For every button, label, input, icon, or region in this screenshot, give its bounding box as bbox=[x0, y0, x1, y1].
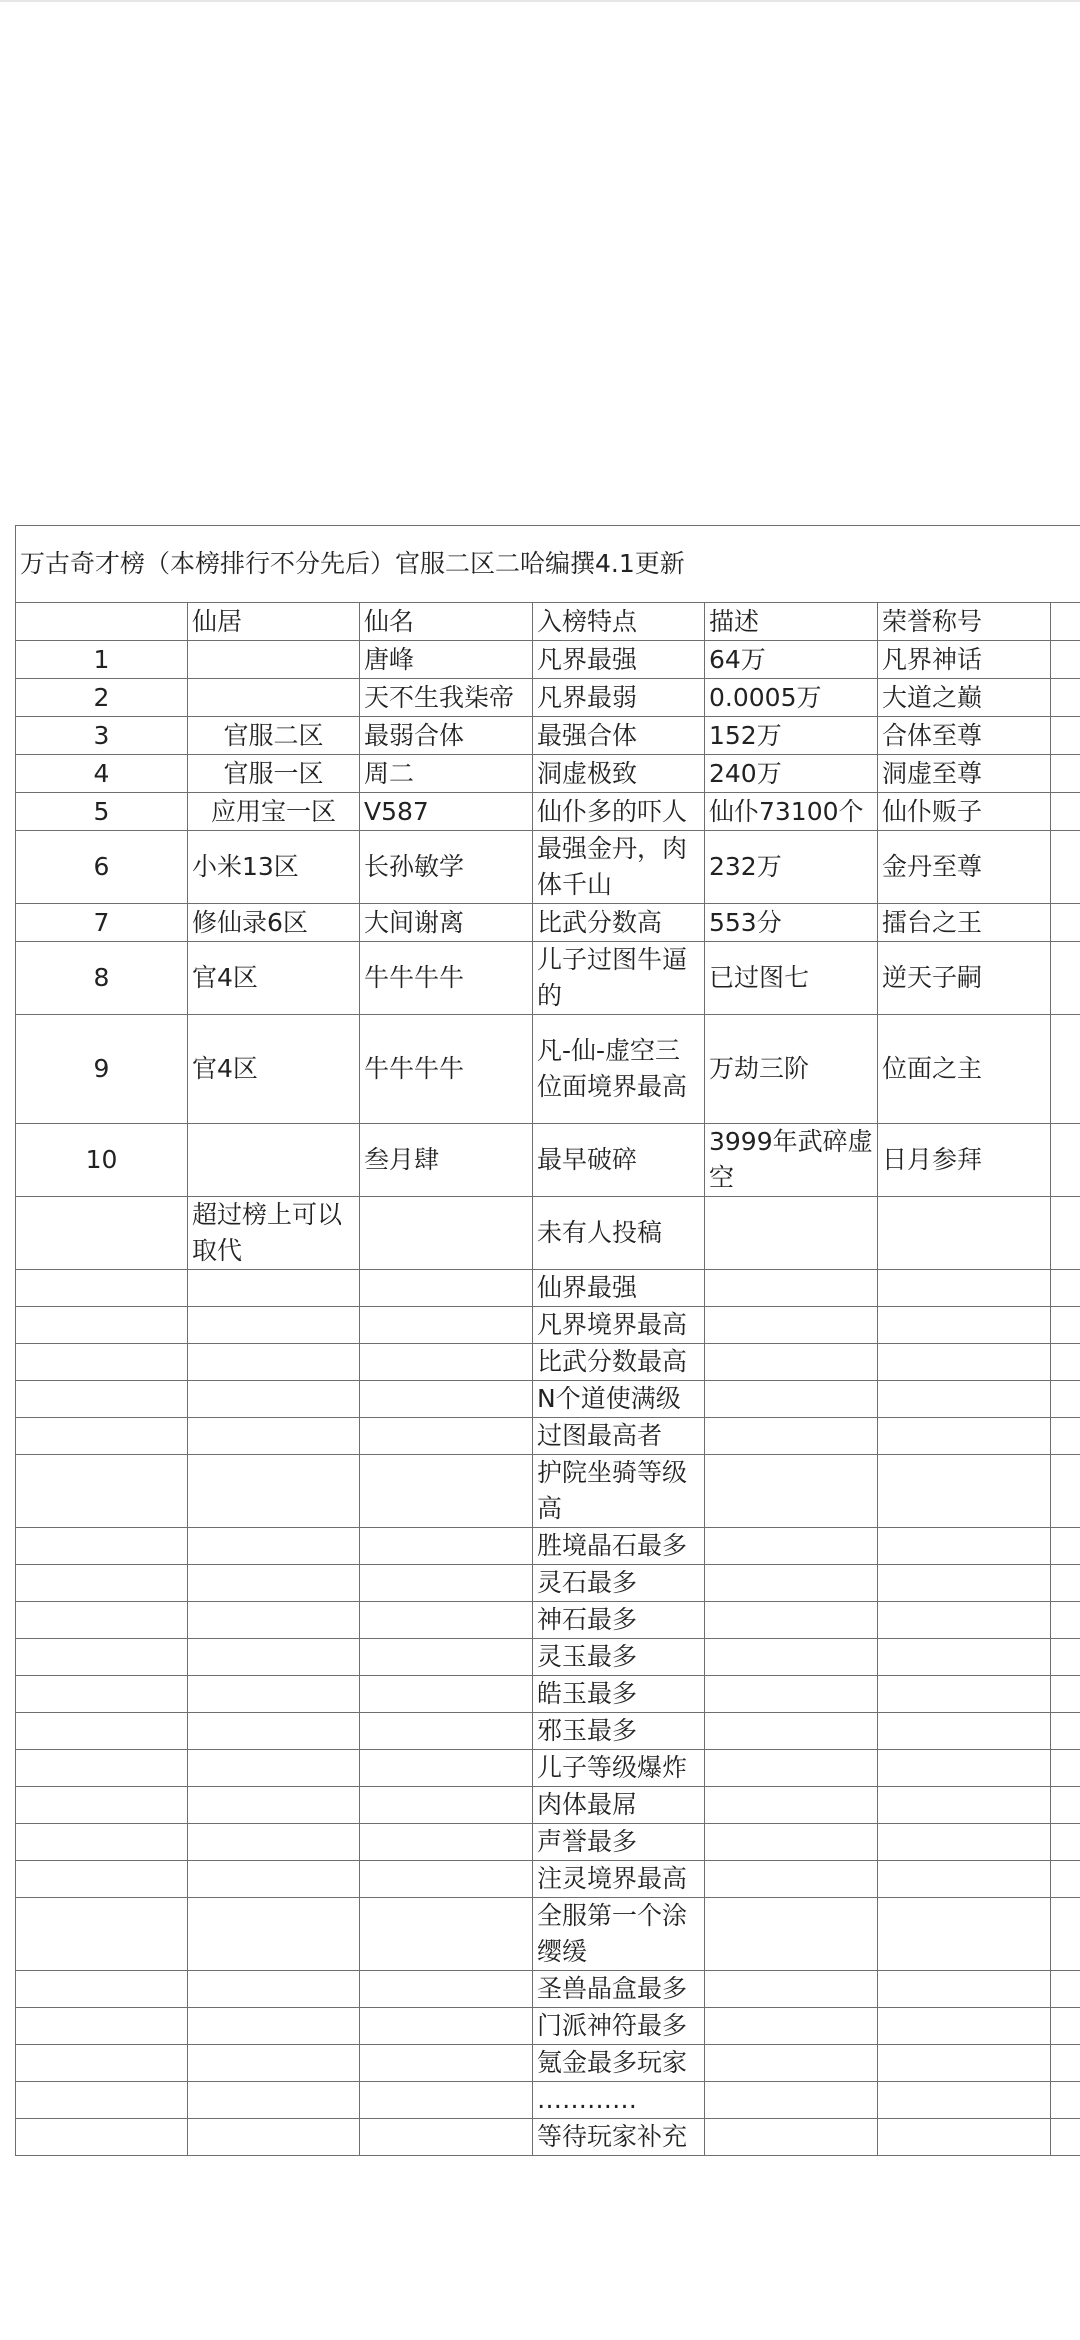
feature-cell: 等待玩家补充 bbox=[533, 2119, 705, 2156]
server-cell: 官服二区 bbox=[188, 717, 360, 755]
feature-cell: 凡界最强 bbox=[533, 641, 705, 679]
feature-cell: 儿子等级爆炸 bbox=[533, 1750, 705, 1787]
honor-cell bbox=[878, 1713, 1051, 1750]
name-cell bbox=[360, 1639, 533, 1676]
rank-cell bbox=[16, 1713, 188, 1750]
desc-cell bbox=[705, 1307, 878, 1344]
feature-cell: 比武分数最高 bbox=[533, 1344, 705, 1381]
name-cell: 最弱合体 bbox=[360, 717, 533, 755]
rank-cell bbox=[16, 1455, 188, 1528]
feature-cell: 洞虚极致 bbox=[533, 755, 705, 793]
name-cell bbox=[360, 1418, 533, 1455]
candidate-row bbox=[16, 1602, 1080, 1639]
extra-cell bbox=[1051, 2082, 1080, 2119]
server-cell bbox=[188, 1750, 360, 1787]
rank-cell bbox=[16, 1344, 188, 1381]
header-name: 仙名 bbox=[360, 603, 533, 641]
server-cell bbox=[188, 1861, 360, 1898]
candidate-row bbox=[16, 1381, 1080, 1418]
desc-cell bbox=[705, 1602, 878, 1639]
desc-cell bbox=[705, 1528, 878, 1565]
honor-cell bbox=[878, 1455, 1051, 1528]
honor-cell bbox=[878, 1971, 1051, 2008]
feature-cell: 圣兽晶盒最多 bbox=[533, 1971, 705, 2008]
name-cell bbox=[360, 1750, 533, 1787]
feature-cell: 过图最高者 bbox=[533, 1418, 705, 1455]
extra-cell bbox=[1051, 679, 1080, 717]
desc-cell: 3999年武碎虚空 bbox=[705, 1124, 878, 1197]
honor-cell: 洞虚至尊 bbox=[878, 755, 1051, 793]
server-cell bbox=[188, 1344, 360, 1381]
name-cell: 长孙敏学 bbox=[360, 831, 533, 904]
name-cell: 叁月肆 bbox=[360, 1124, 533, 1197]
extra-cell bbox=[1051, 1824, 1080, 1861]
candidate-row bbox=[16, 1455, 1080, 1528]
feature-cell: 未有人投稿 bbox=[533, 1197, 705, 1270]
candidate-row bbox=[16, 1824, 1080, 1861]
name-cell bbox=[360, 1787, 533, 1824]
name-cell: 天不生我柒帝 bbox=[360, 679, 533, 717]
desc-cell bbox=[705, 1418, 878, 1455]
candidate-row bbox=[16, 1750, 1080, 1787]
server-cell bbox=[188, 1898, 360, 1971]
rank-cell bbox=[16, 1898, 188, 1971]
desc-cell: 232万 bbox=[705, 831, 878, 904]
desc-cell: 240万 bbox=[705, 755, 878, 793]
extra-cell bbox=[1051, 1861, 1080, 1898]
honor-cell bbox=[878, 1602, 1051, 1639]
server-cell bbox=[188, 641, 360, 679]
desc-cell bbox=[705, 1971, 878, 2008]
name-cell bbox=[360, 1565, 533, 1602]
feature-cell: 凡界境界最高 bbox=[533, 1307, 705, 1344]
server-cell: 官服一区 bbox=[188, 755, 360, 793]
feature-cell: 全服第一个涂缨缓 bbox=[533, 1898, 705, 1971]
desc-cell bbox=[705, 1750, 878, 1787]
honor-cell bbox=[878, 2119, 1051, 2156]
extra-cell bbox=[1051, 1307, 1080, 1344]
name-cell bbox=[360, 1381, 533, 1418]
honor-cell: 日月参拜 bbox=[878, 1124, 1051, 1197]
rank-cell: 1 bbox=[16, 641, 188, 679]
candidate-row bbox=[16, 2119, 1080, 2156]
server-cell: 应用宝一区 bbox=[188, 793, 360, 831]
name-cell bbox=[360, 1676, 533, 1713]
rank-cell bbox=[16, 2082, 188, 2119]
server-cell bbox=[188, 2008, 360, 2045]
honor-cell: 合体至尊 bbox=[878, 717, 1051, 755]
name-cell bbox=[360, 1898, 533, 1971]
name-cell: 牛牛牛牛 bbox=[360, 1015, 533, 1124]
desc-cell bbox=[705, 1344, 878, 1381]
rank-cell bbox=[16, 1197, 188, 1270]
extra-cell bbox=[1051, 1455, 1080, 1528]
rank-cell: 2 bbox=[16, 679, 188, 717]
rank-cell bbox=[16, 1676, 188, 1713]
candidate-row bbox=[16, 1528, 1080, 1565]
desc-cell bbox=[705, 1270, 878, 1307]
honor-cell bbox=[878, 1528, 1051, 1565]
server-cell bbox=[188, 1528, 360, 1565]
name-cell bbox=[360, 2045, 533, 2082]
honor-cell: 逆天子嗣 bbox=[878, 942, 1051, 1015]
feature-cell: ………… bbox=[533, 2082, 705, 2119]
candidate-row bbox=[16, 1344, 1080, 1381]
candidate-row bbox=[16, 1639, 1080, 1676]
desc-cell: 已过图七 bbox=[705, 942, 878, 1015]
table-title: 万古奇才榜（本榜排行不分先后）官服二区二哈编撰4.1更新 bbox=[16, 526, 1080, 603]
extra-cell bbox=[1051, 2045, 1080, 2082]
feature-cell: 最强合体 bbox=[533, 717, 705, 755]
rank-cell bbox=[16, 1639, 188, 1676]
rank-cell bbox=[16, 1787, 188, 1824]
header-honor: 荣誉称号 bbox=[878, 603, 1051, 641]
name-cell bbox=[360, 1270, 533, 1307]
honor-cell bbox=[878, 1307, 1051, 1344]
feature-cell: 比武分数高 bbox=[533, 904, 705, 942]
feature-cell: 邪玉最多 bbox=[533, 1713, 705, 1750]
server-cell bbox=[188, 1455, 360, 1528]
rank-cell bbox=[16, 1861, 188, 1898]
desc-cell bbox=[705, 1197, 878, 1270]
desc-cell bbox=[705, 2045, 878, 2082]
desc-cell: 152万 bbox=[705, 717, 878, 755]
table-row bbox=[16, 641, 1080, 679]
rank-cell bbox=[16, 1418, 188, 1455]
rank-cell bbox=[16, 1270, 188, 1307]
header-row bbox=[16, 603, 1080, 641]
candidate-row bbox=[16, 1565, 1080, 1602]
extra-cell bbox=[1051, 1015, 1080, 1124]
server-cell bbox=[188, 2082, 360, 2119]
honor-cell bbox=[878, 1639, 1051, 1676]
rank-cell: 7 bbox=[16, 904, 188, 942]
name-cell bbox=[360, 1344, 533, 1381]
note-row bbox=[16, 1197, 1080, 1270]
table-row bbox=[16, 679, 1080, 717]
name-cell bbox=[360, 1455, 533, 1528]
server-cell bbox=[188, 679, 360, 717]
honor-cell: 金丹至尊 bbox=[878, 831, 1051, 904]
candidate-row bbox=[16, 2082, 1080, 2119]
server-cell bbox=[188, 1124, 360, 1197]
rank-cell bbox=[16, 2008, 188, 2045]
desc-cell bbox=[705, 2082, 878, 2119]
feature-cell: 声誉最多 bbox=[533, 1824, 705, 1861]
honor-cell bbox=[878, 1898, 1051, 1971]
feature-cell: N个道使满级 bbox=[533, 1381, 705, 1418]
extra-cell bbox=[1051, 831, 1080, 904]
desc-cell bbox=[705, 1455, 878, 1528]
extra-cell bbox=[1051, 942, 1080, 1015]
name-cell bbox=[360, 1824, 533, 1861]
server-cell: 超过榜上可以取代 bbox=[188, 1197, 360, 1270]
extra-cell bbox=[1051, 904, 1080, 942]
desc-cell bbox=[705, 1861, 878, 1898]
extra-cell bbox=[1051, 2008, 1080, 2045]
table-row bbox=[16, 793, 1080, 831]
rank-cell bbox=[16, 1565, 188, 1602]
candidate-row bbox=[16, 1676, 1080, 1713]
extra-cell bbox=[1051, 1381, 1080, 1418]
title-row bbox=[16, 526, 1080, 603]
desc-cell: 553分 bbox=[705, 904, 878, 942]
extra-cell bbox=[1051, 1750, 1080, 1787]
table-row bbox=[16, 755, 1080, 793]
honor-cell: 仙仆贩子 bbox=[878, 793, 1051, 831]
server-cell bbox=[188, 1418, 360, 1455]
header-server: 仙居 bbox=[188, 603, 360, 641]
server-cell bbox=[188, 1270, 360, 1307]
candidate-row bbox=[16, 1861, 1080, 1898]
header-rank bbox=[16, 603, 188, 641]
header-extra bbox=[1051, 603, 1080, 641]
server-cell bbox=[188, 1971, 360, 2008]
name-cell bbox=[360, 1307, 533, 1344]
extra-cell bbox=[1051, 641, 1080, 679]
name-cell bbox=[360, 2119, 533, 2156]
honor-cell bbox=[878, 1676, 1051, 1713]
desc-cell bbox=[705, 1676, 878, 1713]
feature-cell: 儿子过图牛逼的 bbox=[533, 942, 705, 1015]
honor-cell bbox=[878, 1824, 1051, 1861]
name-cell bbox=[360, 1971, 533, 2008]
feature-cell: 仙界最强 bbox=[533, 1270, 705, 1307]
server-cell bbox=[188, 1602, 360, 1639]
server-cell: 官4区 bbox=[188, 1015, 360, 1124]
extra-cell bbox=[1051, 1528, 1080, 1565]
rank-cell bbox=[16, 1602, 188, 1639]
feature-cell: 凡-仙-虚空三位面境界最高 bbox=[533, 1015, 705, 1124]
rank-cell: 5 bbox=[16, 793, 188, 831]
table-row bbox=[16, 1124, 1080, 1197]
desc-cell: 0.0005万 bbox=[705, 679, 878, 717]
desc-cell bbox=[705, 1824, 878, 1861]
table-row bbox=[16, 904, 1080, 942]
feature-cell: 注灵境界最高 bbox=[533, 1861, 705, 1898]
extra-cell bbox=[1051, 1124, 1080, 1197]
honor-cell: 凡界神话 bbox=[878, 641, 1051, 679]
header-feature: 入榜特点 bbox=[533, 603, 705, 641]
feature-cell: 最早破碎 bbox=[533, 1124, 705, 1197]
name-cell bbox=[360, 1861, 533, 1898]
honor-cell bbox=[878, 1787, 1051, 1824]
candidate-row bbox=[16, 1713, 1080, 1750]
rank-cell: 6 bbox=[16, 831, 188, 904]
server-cell bbox=[188, 1676, 360, 1713]
server-cell bbox=[188, 1824, 360, 1861]
top-edge bbox=[0, 0, 1080, 2]
honor-cell: 大道之巅 bbox=[878, 679, 1051, 717]
rank-cell bbox=[16, 1750, 188, 1787]
feature-cell: 肉体最屌 bbox=[533, 1787, 705, 1824]
honor-cell: 位面之主 bbox=[878, 1015, 1051, 1124]
honor-cell bbox=[878, 2082, 1051, 2119]
feature-cell: 灵玉最多 bbox=[533, 1639, 705, 1676]
extra-cell bbox=[1051, 755, 1080, 793]
extra-cell bbox=[1051, 1197, 1080, 1270]
honor-cell bbox=[878, 2008, 1051, 2045]
rank-cell bbox=[16, 1381, 188, 1418]
desc-cell bbox=[705, 1639, 878, 1676]
honor-cell bbox=[878, 1197, 1051, 1270]
candidate-row bbox=[16, 1418, 1080, 1455]
rank-cell: 9 bbox=[16, 1015, 188, 1124]
extra-cell bbox=[1051, 1787, 1080, 1824]
candidate-row bbox=[16, 1307, 1080, 1344]
server-cell bbox=[188, 1713, 360, 1750]
name-cell: 大间谢离 bbox=[360, 904, 533, 942]
name-cell bbox=[360, 1713, 533, 1750]
table-row bbox=[16, 942, 1080, 1015]
extra-cell bbox=[1051, 1270, 1080, 1307]
extra-cell bbox=[1051, 1713, 1080, 1750]
extra-cell bbox=[1051, 1344, 1080, 1381]
extra-cell bbox=[1051, 1971, 1080, 2008]
name-cell bbox=[360, 2082, 533, 2119]
rank-cell bbox=[16, 1971, 188, 2008]
rank-cell bbox=[16, 2045, 188, 2082]
server-cell bbox=[188, 1787, 360, 1824]
feature-cell: 最强金丹，肉体千山 bbox=[533, 831, 705, 904]
rank-cell bbox=[16, 2119, 188, 2156]
name-cell: 周二 bbox=[360, 755, 533, 793]
server-cell: 小米13区 bbox=[188, 831, 360, 904]
feature-cell: 胜境晶石最多 bbox=[533, 1528, 705, 1565]
name-cell bbox=[360, 1602, 533, 1639]
extra-cell bbox=[1051, 1418, 1080, 1455]
extra-cell bbox=[1051, 1565, 1080, 1602]
name-cell bbox=[360, 1528, 533, 1565]
candidate-row bbox=[16, 1270, 1080, 1307]
desc-cell bbox=[705, 1898, 878, 1971]
extra-cell bbox=[1051, 1676, 1080, 1713]
server-cell: 修仙录6区 bbox=[188, 904, 360, 942]
header-desc: 描述 bbox=[705, 603, 878, 641]
feature-cell: 灵石最多 bbox=[533, 1565, 705, 1602]
honor-cell bbox=[878, 1861, 1051, 1898]
rank-cell: 4 bbox=[16, 755, 188, 793]
ranking-table bbox=[15, 525, 1080, 2156]
honor-cell bbox=[878, 2045, 1051, 2082]
table-row bbox=[16, 1015, 1080, 1124]
table-row bbox=[16, 717, 1080, 755]
rank-cell: 10 bbox=[16, 1124, 188, 1197]
desc-cell: 64万 bbox=[705, 641, 878, 679]
honor-cell bbox=[878, 1270, 1051, 1307]
extra-cell bbox=[1051, 1898, 1080, 1971]
desc-cell bbox=[705, 1787, 878, 1824]
table-row bbox=[16, 831, 1080, 904]
server-cell: 官4区 bbox=[188, 942, 360, 1015]
candidate-row bbox=[16, 1898, 1080, 1971]
feature-cell: 氪金最多玩家 bbox=[533, 2045, 705, 2082]
rank-cell bbox=[16, 1824, 188, 1861]
honor-cell bbox=[878, 1418, 1051, 1455]
desc-cell bbox=[705, 2008, 878, 2045]
candidate-row bbox=[16, 1787, 1080, 1824]
server-cell bbox=[188, 1565, 360, 1602]
feature-cell: 皓玉最多 bbox=[533, 1676, 705, 1713]
feature-cell: 护院坐骑等级高 bbox=[533, 1455, 705, 1528]
server-cell bbox=[188, 1639, 360, 1676]
name-cell: 牛牛牛牛 bbox=[360, 942, 533, 1015]
candidate-row bbox=[16, 1971, 1080, 2008]
server-cell bbox=[188, 2045, 360, 2082]
candidate-row bbox=[16, 2045, 1080, 2082]
feature-cell: 凡界最弱 bbox=[533, 679, 705, 717]
rank-cell: 8 bbox=[16, 942, 188, 1015]
desc-cell: 仙仆73100个 bbox=[705, 793, 878, 831]
feature-cell: 仙仆多的吓人 bbox=[533, 793, 705, 831]
feature-cell: 门派神符最多 bbox=[533, 2008, 705, 2045]
honor-cell bbox=[878, 1565, 1051, 1602]
server-cell bbox=[188, 1307, 360, 1344]
name-cell: 唐峰 bbox=[360, 641, 533, 679]
name-cell bbox=[360, 2008, 533, 2045]
desc-cell: 万劫三阶 bbox=[705, 1015, 878, 1124]
extra-cell bbox=[1051, 1639, 1080, 1676]
extra-cell bbox=[1051, 793, 1080, 831]
feature-cell: 神石最多 bbox=[533, 1602, 705, 1639]
honor-cell bbox=[878, 1750, 1051, 1787]
name-cell bbox=[360, 1197, 533, 1270]
honor-cell: 擂台之王 bbox=[878, 904, 1051, 942]
desc-cell bbox=[705, 1713, 878, 1750]
desc-cell bbox=[705, 2119, 878, 2156]
candidate-row bbox=[16, 2008, 1080, 2045]
rank-cell bbox=[16, 1528, 188, 1565]
rank-cell: 3 bbox=[16, 717, 188, 755]
honor-cell bbox=[878, 1381, 1051, 1418]
desc-cell bbox=[705, 1381, 878, 1418]
extra-cell bbox=[1051, 1602, 1080, 1639]
name-cell: V587 bbox=[360, 793, 533, 831]
extra-cell bbox=[1051, 717, 1080, 755]
extra-cell bbox=[1051, 2119, 1080, 2156]
desc-cell bbox=[705, 1565, 878, 1602]
rank-cell bbox=[16, 1307, 188, 1344]
server-cell bbox=[188, 2119, 360, 2156]
server-cell bbox=[188, 1381, 360, 1418]
honor-cell bbox=[878, 1344, 1051, 1381]
